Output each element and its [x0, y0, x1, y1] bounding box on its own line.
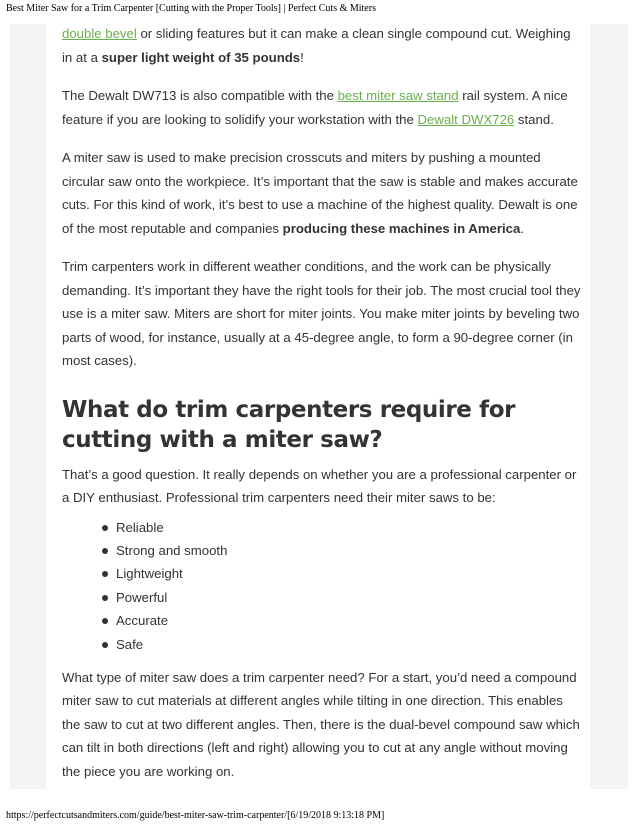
list-item: Lightweight: [116, 562, 582, 585]
paragraph-requirements-intro: That’s a good question. It really depends on whether you are a professional carpenter or a DIY enthusiast. Professional trim carpenters need their miter saws to be:: [62, 466, 577, 505]
paragraph-text: A miter saw is used to make precision crosscuts and miters by pushing a mounted circular saw onto the workpiece. It’s important that the saw is stable and makes accurate cuts. For this kind of work, it’s best to use a machine of the highest quality. Dewalt is one of the most reputable and companies: [62, 150, 578, 236]
paragraph-text: or sliding features but it can make a clean single compound cut. Weighing in at a: [62, 26, 571, 65]
best-miter-saw-stand-link[interactable]: best miter saw stand: [337, 88, 459, 103]
bullet-icon: [102, 618, 108, 624]
list-item: Strong and smooth: [116, 539, 582, 562]
list-item: Powerful: [116, 586, 582, 609]
section-heading: What do trim carpenters require for cutting with a miter saw?: [62, 396, 516, 453]
paragraph-text: rail system. A nice feature if you are looking to solidify your workstation with the: [62, 88, 568, 127]
requirements-list: [62, 516, 582, 656]
paragraph-trim-carpenters: Trim carpenters work in different weather conditions, and the work can be physically demanding. It’s important they have the right tools for their job. The most crucial tool they use is a miter saw. Miters are short for miter joints. You make miter joints by beveling two parts of wood, for instance, usually at a 45-degree angle, to form a 90-degree corner (in most cases).: [62, 259, 581, 368]
paragraph-text: stand.: [514, 111, 554, 127]
article-body: [62, 22, 582, 798]
paragraph-text: !: [300, 49, 304, 65]
bold-text: producing these machines in America: [282, 220, 521, 236]
paragraph-text: .: [520, 220, 525, 236]
list-item: Safe: [116, 633, 582, 656]
bold-text: super light weight of 35 pounds: [101, 49, 301, 65]
dewalt-dwx726-link[interactable]: Dewalt DWX726: [417, 111, 515, 127]
bullet-icon: [102, 525, 108, 531]
bullet-icon: [102, 571, 108, 577]
right-margin-panel: [590, 24, 628, 789]
bullet-icon: [102, 548, 108, 554]
paragraph-text: The Dewalt DW713 is also compatible with the: [62, 88, 338, 103]
paragraph-dewalt-weight: [62, 22, 582, 69]
print-footer-url: https://perfectcutsandmiters.com/guide/best-miter-saw-trim-carpenter/[6/19/2018 9:13:18 PM]: [6, 810, 385, 821]
list-item: Reliable: [116, 516, 582, 539]
paragraph-stand-compat: [62, 84, 582, 131]
left-margin-panel: [10, 24, 46, 789]
paragraph-miter-saw-use: [62, 146, 582, 240]
bullet-icon: [102, 642, 108, 648]
list-item: Accurate: [116, 609, 582, 632]
paragraph-saw-types: What type of miter saw does a trim carpenter need? For a start, you’d need a compound miter saw to cut materials at different angles while tilting in one direction. This enables the saw to cut at two different angles. Then, there is the dual-bevel compound saw which can tilt in both directions (left and right) allowing you to cut at any angle without moving the piece you are working on.: [62, 669, 580, 779]
double-bevel-link[interactable]: double bevel: [62, 26, 137, 41]
bullet-icon: [102, 595, 108, 601]
print-header-title: Best Miter Saw for a Trim Carpenter [Cutting with the Proper Tools] | Perfect Cuts & Miters: [6, 3, 376, 14]
